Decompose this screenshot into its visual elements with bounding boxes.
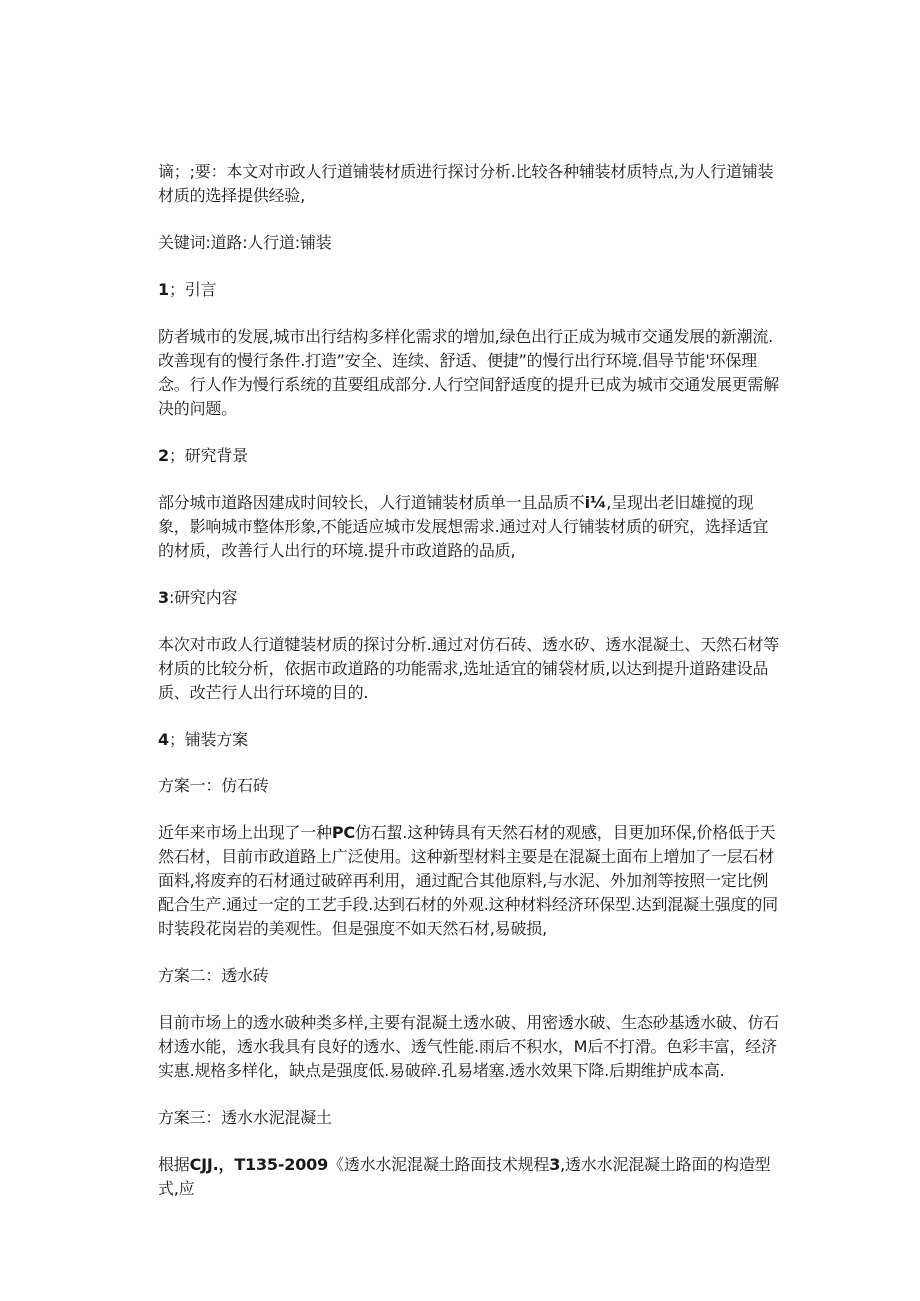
section-1-number: 1 (158, 280, 169, 299)
keywords-line: 关键词:道路:人行道:铺装 (158, 233, 332, 252)
section-3-title: :研究内容 (168, 588, 238, 607)
plan-2-body: 目前市场上的透水破种类多样,主要有混凝土透水破、用密透水破、生态砂基透水破、仿石材透水能，透水我具有良好的透水、透气性能.雨后不积水，M后不打滑。色彩丰富，经济实惠.规格多样化，缺点是强度低.易破碎.孔易堵塞.透水效果下降.后期维护成本高. (158, 1013, 780, 1080)
section-2-title: ；研究背景 (168, 446, 248, 465)
plan-3-body-bold-1: CJJ.，T135-2009 (189, 1155, 329, 1174)
plan-1-title: 方案一：仿石砖 (158, 776, 269, 795)
section-3-number: 3 (158, 588, 169, 607)
abstract-paragraph: 谪；;要：本文对市政人行道铺装材质进行探讨分析.比较各种辅装材质特点,为人行道铺装材质的选择提供经验, (158, 162, 774, 205)
plan-3-body-part-c: ,透水水泥混凝土路面的构造型式,应 (158, 1155, 771, 1198)
section-3-body: 本次对市政人行道犍装材质的探讨分析.通过对仿石砖、透水矽、透水混凝土、天然石材等材质的比较分析，依据市政道路的功能需求,选址适宜的铺袋材质,以达到提升道路建设品质、改芒行人出行环境的目的. (158, 635, 780, 702)
section-2-body-part-b: ,呈现出老旧雄搅的现象，影响城市整体形象,不能适应城市发展想需求.通过对人行铺装材质的研究，选择适宜的材质，改善行人出行的环境.提升市政道路的品质, (158, 493, 769, 560)
plan-1-body-part-b: 仿石蛪.这种铸具有天然石材的观感，目更加环保,价格低于天然石材，目前市政道路上广泛使用。这种新型材料主要是在混凝土面布上增加了一层石材面料,将废弃的石材通过破碎再利用，通过配合其他原料,与水泥、外加剂等按照一定比例配合生产.通过一定的工艺手段.达到石材的外观.这种材料经济环保型.达到混凝土强度的同时装段花岗岩的美观性。但是强度不如天然石材,易破损, (158, 823, 778, 938)
section-2-number: 2 (158, 446, 169, 465)
section-2-body-part-a: 部分城市道路因建成时间较长，人行道铺装材质单一且品质不 (158, 493, 585, 512)
plan-1-body-part-a: 近年来市场上出现了一种 (158, 823, 332, 842)
plan-3-body-part-b: 《透水水泥混凝土路面技术规程 (328, 1155, 550, 1174)
section-2-body (158, 491, 782, 563)
plan-3-body-part-a: 根据 (158, 1155, 190, 1174)
section-4-number: 4 (158, 730, 169, 749)
section-1-body: 防者城市的发展,城市出行结构多样化需求的增加,绿色出行正成为城市交通发展的新潮流.改善现有的慢行条件.打造”安全、连续、舒适、便捷”的慢行出行环境.倡导节能'环保理念。行人作为慢行系统的苴要组成部分.人行空间舒适度的提升已成为城市交通发展更需解决的问题。 (158, 327, 780, 418)
plan-3-body (158, 1153, 782, 1201)
section-4-title: ；铺装方案 (168, 730, 248, 749)
plan-1-body (158, 821, 782, 941)
document-content (158, 160, 782, 1201)
plan-1-body-bold: PC (331, 823, 355, 842)
section-2-body-bold: i¼ (584, 493, 607, 512)
section-3-heading (158, 586, 782, 610)
section-2-heading (158, 444, 782, 468)
plan-3-title: 方案三：透水水泥混凝土 (158, 1108, 332, 1127)
plan-3-body-bold-2: 3 (549, 1155, 561, 1174)
section-1-title: ；引言 (168, 280, 217, 299)
plan-2-title: 方案二：透水砖 (158, 966, 269, 985)
section-1-heading (158, 278, 782, 302)
section-4-heading (158, 728, 782, 752)
